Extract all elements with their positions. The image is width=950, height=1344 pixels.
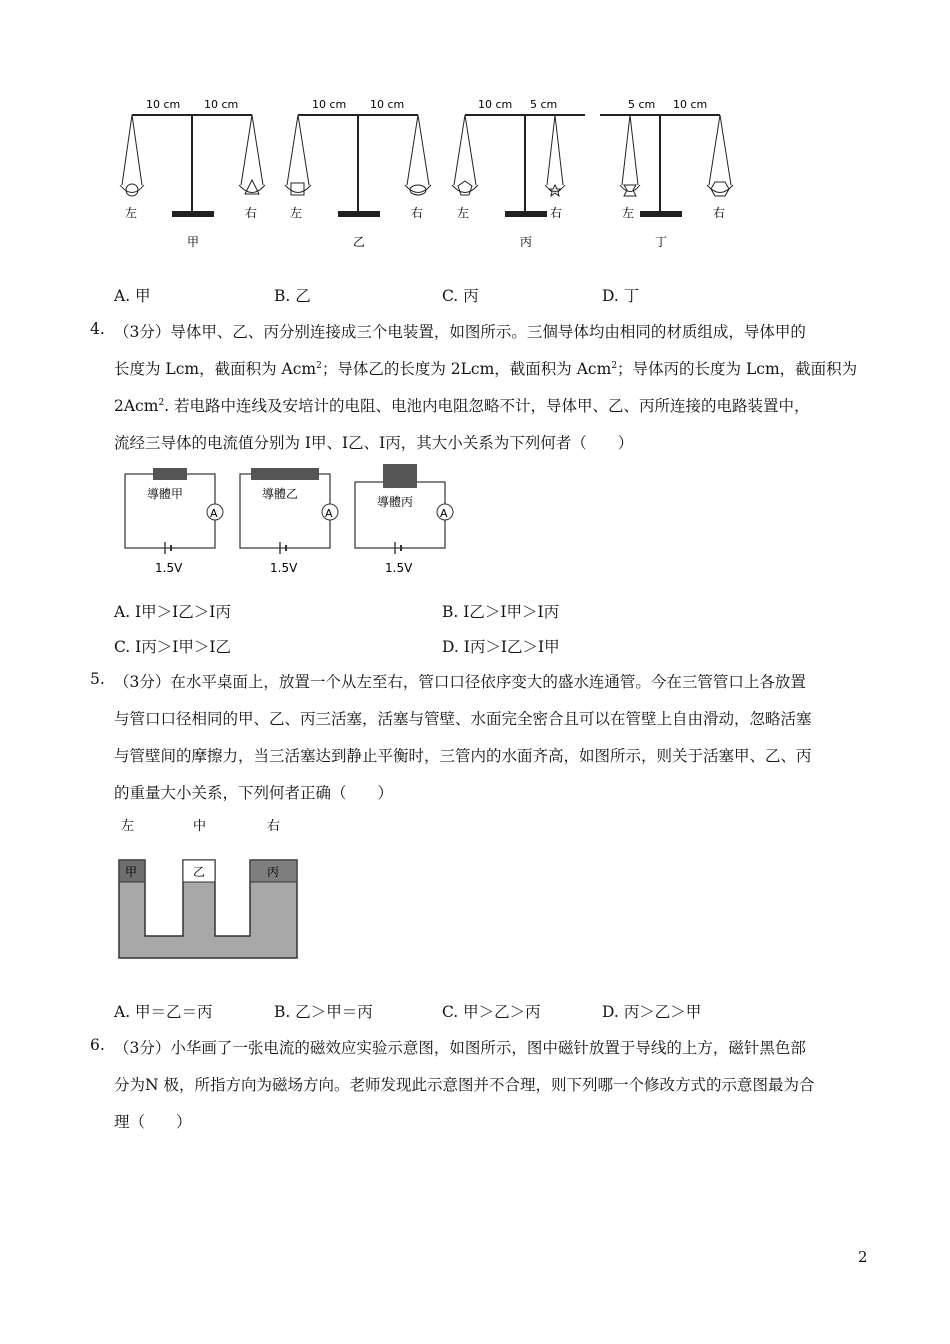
- q4-line3: [114, 394, 810, 416]
- circuit-3-label: 導體丙: [377, 495, 414, 509]
- q5-score: （3分）: [114, 673, 171, 691]
- scale-ding-right-label: 右: [713, 206, 726, 220]
- circuit-2-voltage: 1.5V: [270, 561, 298, 575]
- q5-option-c: C. 甲＞乙＞丙: [442, 1003, 541, 1021]
- scale-ding-left-len: 5 cm: [628, 98, 656, 111]
- circuit-1-voltage: 1.5V: [155, 561, 183, 575]
- scale-ding-name: 丁: [655, 235, 668, 249]
- scale-yi: [285, 98, 431, 249]
- q4-sup-2: 2: [611, 360, 618, 371]
- piston-yi: 乙: [193, 865, 206, 879]
- circuit-3: [355, 464, 453, 575]
- q4-line2: [114, 357, 857, 379]
- scale-jia-right-len: 10 cm: [204, 98, 239, 111]
- page-number: 2: [858, 1248, 868, 1266]
- q4-number: 4.: [90, 320, 105, 338]
- q5-line1-text: 在水平桌面上，放置一个从左至右，管口口径依序变大的盛水连通管。今在三管管口上各放置: [170, 673, 806, 691]
- q4-line3b: . 若电路中连线及安培计的电阻、电池内电阻忽略不计，导体甲、乙、丙所连接的电路装置中，: [164, 397, 810, 415]
- piston-jia: 甲: [125, 865, 138, 879]
- q6-line1: [114, 1036, 806, 1058]
- piston-bing: 丙: [267, 865, 280, 879]
- scale-jia-name: 甲: [187, 235, 200, 249]
- q5-line3: 与管壁间的摩擦力，当三活塞达到静止平衡时，三管内的水面齐高，如图所示，则关于活塞甲、乙、丙: [114, 747, 812, 765]
- q4-option-b: B. I乙＞I甲＞I丙: [442, 603, 560, 621]
- scale-jia-left-len: 10 cm: [146, 98, 181, 111]
- scale-jia-right-label: 右: [245, 206, 258, 220]
- q6-number: 6.: [90, 1036, 105, 1054]
- q4-line2a: 长度为 Lcm，截面积为 Acm: [114, 360, 317, 378]
- tube-left-label: 左: [121, 819, 135, 834]
- scale-yi-right-label: 右: [411, 206, 424, 220]
- scale-yi-left-len: 10 cm: [312, 98, 347, 111]
- q3-option-d: D. 丁: [602, 287, 640, 305]
- scale-yi-name: 乙: [353, 235, 366, 249]
- scale-bing: [452, 98, 585, 249]
- scale-ding-right-len: 10 cm: [673, 98, 708, 111]
- circuit-2: [240, 468, 338, 575]
- q4-line3a: 2Acm: [114, 397, 159, 415]
- tube-middle-label: 中: [193, 819, 207, 834]
- circuit-2-label: 導體乙: [262, 487, 299, 501]
- scale-yi-right-len: 10 cm: [370, 98, 405, 111]
- q4-line2c: ；导体丙的长度为 Lcm，截面积为: [617, 360, 858, 378]
- q5-option-a: A. 甲＝乙＝丙: [114, 1003, 213, 1021]
- q3-option-a: A. 甲: [114, 287, 151, 305]
- q4-line1: [114, 320, 806, 342]
- scale-jia-left-label: 左: [125, 206, 138, 220]
- balance-figure: [110, 90, 760, 260]
- q6-score: （3分）: [114, 1039, 171, 1057]
- scale-bing-right-len: 5 cm: [530, 98, 558, 111]
- connected-tube-figure: [115, 812, 305, 964]
- circuit-1: [125, 468, 223, 575]
- q4-option-a: A. I甲＞I乙＞I丙: [114, 603, 231, 621]
- q5-option-b: B. 乙＞甲＝丙: [274, 1003, 373, 1021]
- circuit-figure: [115, 462, 465, 580]
- q4-line1-text: 导体甲、乙、丙分别连接成三个电装置，如图所示。三個导体均由相同的材质组成，导体甲的: [170, 323, 806, 341]
- q5-line4: 的重量大小关系，下列何者正确（ ）: [114, 784, 394, 802]
- q5-number: 5.: [90, 670, 105, 688]
- scale-ding: [600, 98, 733, 249]
- circuit-3-meter: A: [440, 507, 448, 520]
- q4-score: （3分）: [114, 323, 171, 341]
- q4-sup-3: 2: [158, 397, 165, 408]
- q5-option-d: D. 丙＞乙＞甲: [602, 1003, 702, 1021]
- scale-bing-left-len: 10 cm: [478, 98, 513, 111]
- q4-sup-1: 2: [316, 360, 322, 371]
- scale-bing-left-label: 左: [457, 206, 470, 220]
- q6-line1-text: 小华画了一张电流的磁效应实验示意图，如图所示，图中磁针放置于导线的上方，磁针黑色部: [170, 1039, 806, 1057]
- q4-line4: 流经三导体的电流值分别为 I甲、I乙、I丙，其大小关系为下列何者（ ）: [114, 434, 634, 452]
- circuit-1-meter: A: [210, 507, 218, 520]
- q4-line2b: ；导体乙的长度为 2Lcm，截面积为 Acm: [321, 360, 612, 378]
- scale-ding-left-label: 左: [622, 206, 635, 220]
- q3-option-b: B. 乙: [274, 287, 311, 305]
- q6-line3: 理（ ）: [114, 1113, 192, 1131]
- q3-option-c: C. 丙: [442, 287, 479, 305]
- tube-right-label: 右: [267, 819, 281, 834]
- scale-bing-right-label: 右: [550, 206, 563, 220]
- circuit-3-voltage: 1.5V: [385, 561, 413, 575]
- scale-jia: [120, 98, 265, 249]
- q4-option-d: D. I丙＞I乙＞I甲: [442, 638, 560, 656]
- scale-bing-name: 丙: [520, 235, 533, 249]
- circuit-2-meter: A: [325, 507, 333, 520]
- q5-line1: [114, 670, 806, 692]
- q6-line2: 分为N 极，所指方向为磁场方向。老师发现此示意图并不合理，则下列哪一个修改方式的示意图最为合: [114, 1076, 815, 1094]
- circuit-1-label: 導體甲: [147, 487, 184, 501]
- q5-line2: 与管口口径相同的甲、乙、丙三活塞，活塞与管壁、水面完全密合且可以在管壁上自由滑动，忽略活塞: [114, 710, 812, 728]
- q4-option-c: C. I丙＞I甲＞I乙: [114, 638, 232, 656]
- scale-yi-left-label: 左: [290, 206, 303, 220]
